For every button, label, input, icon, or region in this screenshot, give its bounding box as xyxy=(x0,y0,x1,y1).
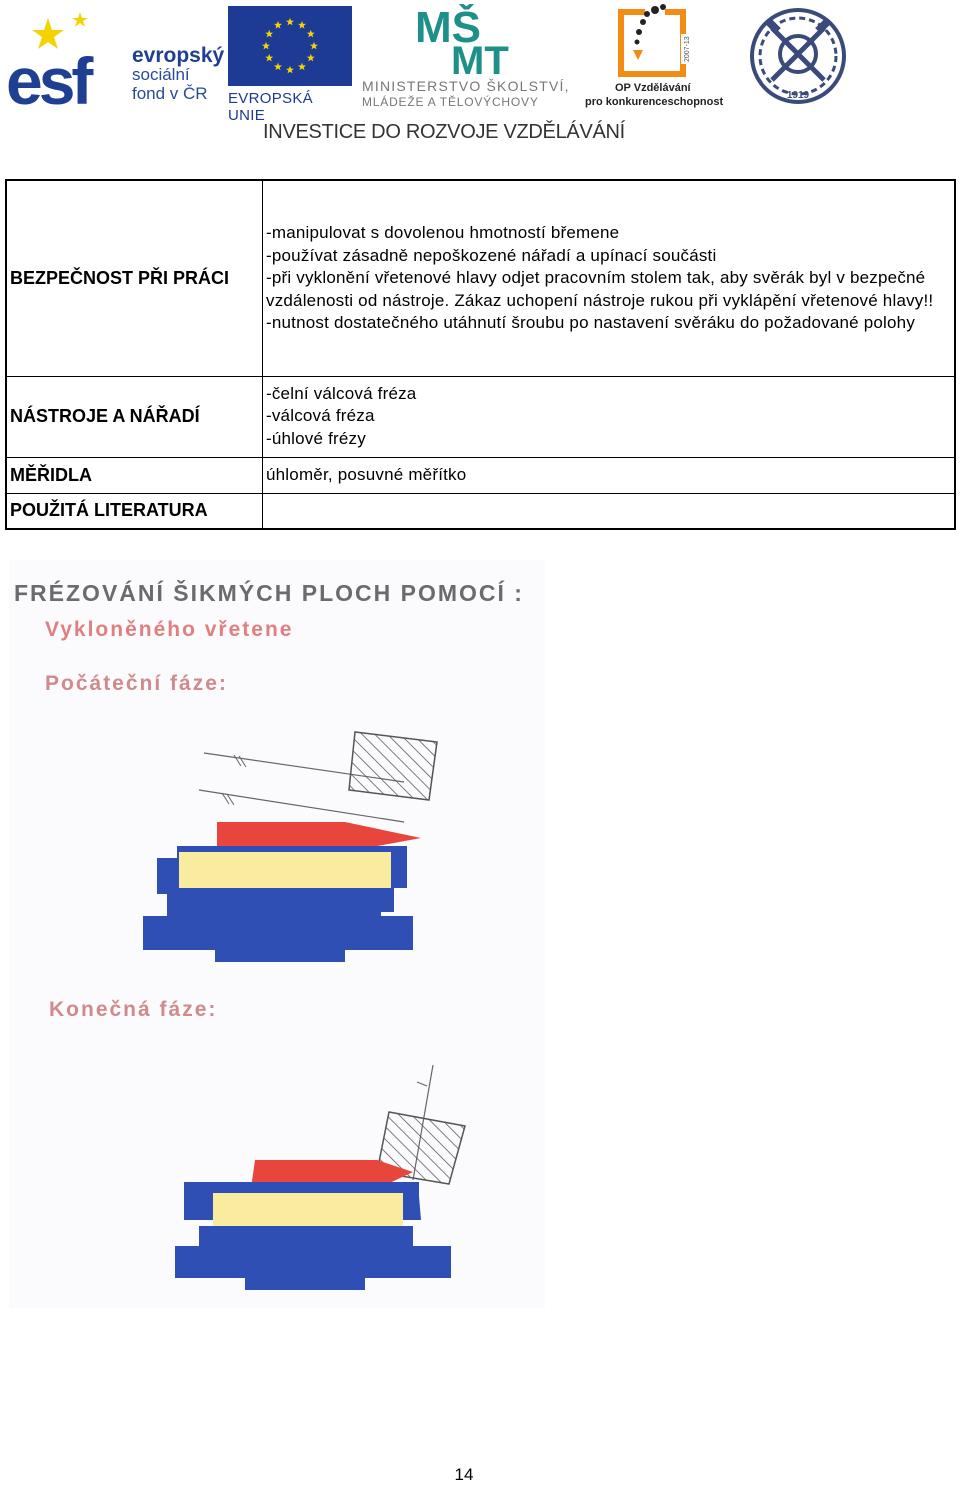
msmt-mark-icon xyxy=(415,4,520,76)
msmt-line1: MINISTERSTVO ŠKOLSTVÍ, xyxy=(362,78,570,94)
vise-base xyxy=(143,916,413,950)
gear-seal-icon xyxy=(748,6,848,106)
safety-line: -používat zásadně nepoškozené nářadí a upínací součásti xyxy=(266,245,717,265)
info-table xyxy=(5,179,956,530)
slogan: INVESTICE DO ROZVOJE VZDĚLÁVÁNÍ xyxy=(263,121,625,143)
esf-wordmark xyxy=(132,46,224,103)
initial-phase-label: Počáteční fáze: xyxy=(45,672,228,695)
gauges-line: úhloměr, posuvné měřítko xyxy=(266,464,467,484)
vise-foot xyxy=(215,948,345,962)
safety-line: -manipulovat s dovolenou hmotností břemene xyxy=(266,223,620,242)
final-phase-drawing xyxy=(175,1065,465,1290)
milling-figure xyxy=(9,560,545,1308)
vise-jaw xyxy=(179,852,391,888)
vise-jaw xyxy=(213,1193,403,1227)
row-value-safety xyxy=(263,180,956,376)
initial-phase-drawing xyxy=(143,732,437,962)
row-label-tools: NÁSTROJE A NÁŘADÍ xyxy=(6,376,263,457)
axis-line xyxy=(199,790,404,822)
figure-title: FRÉZOVÁNÍ ŠIKMÝCH PLOCH POMOCÍ : xyxy=(14,580,524,606)
tools-line: -úhlové frézy xyxy=(266,428,366,448)
figure-subtitle: Vykloněného vřetene xyxy=(45,618,294,641)
msmt-logo xyxy=(360,4,575,108)
esf-line2: sociální xyxy=(132,65,190,84)
svg-text:1919: 1919 xyxy=(786,90,810,101)
final-phase-label: Konečná fáze: xyxy=(49,998,218,1021)
vise-base xyxy=(175,1246,451,1278)
svg-text:esf: esf xyxy=(6,44,90,108)
row-value-tools xyxy=(263,376,956,457)
svg-text:MŠ: MŠ xyxy=(415,4,481,52)
esf-mark-icon xyxy=(4,6,126,108)
row-value-literature xyxy=(263,493,956,529)
eu-logo xyxy=(228,6,352,124)
row-label-safety: BEZPEČNOST PŘI PRÁCI xyxy=(6,180,263,376)
vise-foot xyxy=(245,1276,365,1290)
svg-text:MT: MT xyxy=(451,39,509,76)
vise-body-lower xyxy=(199,1226,413,1248)
row-label-literature: POUŽITÁ LITERATURA xyxy=(6,493,263,529)
table-row xyxy=(6,180,955,376)
op-line2: pro konkurenceschopnost xyxy=(585,96,724,108)
op-mark-icon xyxy=(615,4,695,80)
row-label-gauges: MĚŘIDLA xyxy=(6,457,263,493)
op-logo xyxy=(585,4,725,108)
esf-line1: evropský xyxy=(132,44,225,67)
svg-text:2007-13: 2007-13 xyxy=(684,36,691,62)
table-row xyxy=(6,457,955,493)
eu-label: EVROPSKÁ UNIE xyxy=(228,90,313,124)
page-number: 14 xyxy=(454,1465,474,1484)
row-value-gauges xyxy=(263,457,956,493)
esf-line3: fond v ČR xyxy=(132,84,208,103)
table-row xyxy=(6,376,955,457)
safety-line: -nutnost dostatečného utáhnutí šroubu po nastavení svěráku do požadované polohy xyxy=(266,313,916,332)
eu-flag-icon xyxy=(228,6,352,86)
safety-line: -při vyklonění vřetenové hlavy odjet pracovním stolem tak, aby svěrák byl v bezpečné vzdálenosti od nástroje. Zákaz uchopení nástroje rukou při vyklápění vřetenové hlavy!! xyxy=(266,268,934,310)
table-row xyxy=(6,493,955,529)
op-line1: OP Vzdělávání xyxy=(615,82,691,94)
tools-line: -válcová fréza xyxy=(266,406,375,426)
esf-logo xyxy=(4,6,225,108)
cutter-hatched xyxy=(349,732,437,800)
msmt-line2: MLÁDEŽE A TĚLOVÝCHOVY xyxy=(362,95,539,109)
school-seal-logo xyxy=(748,6,848,106)
tools-line: -čelní válcová fréza xyxy=(266,383,417,403)
